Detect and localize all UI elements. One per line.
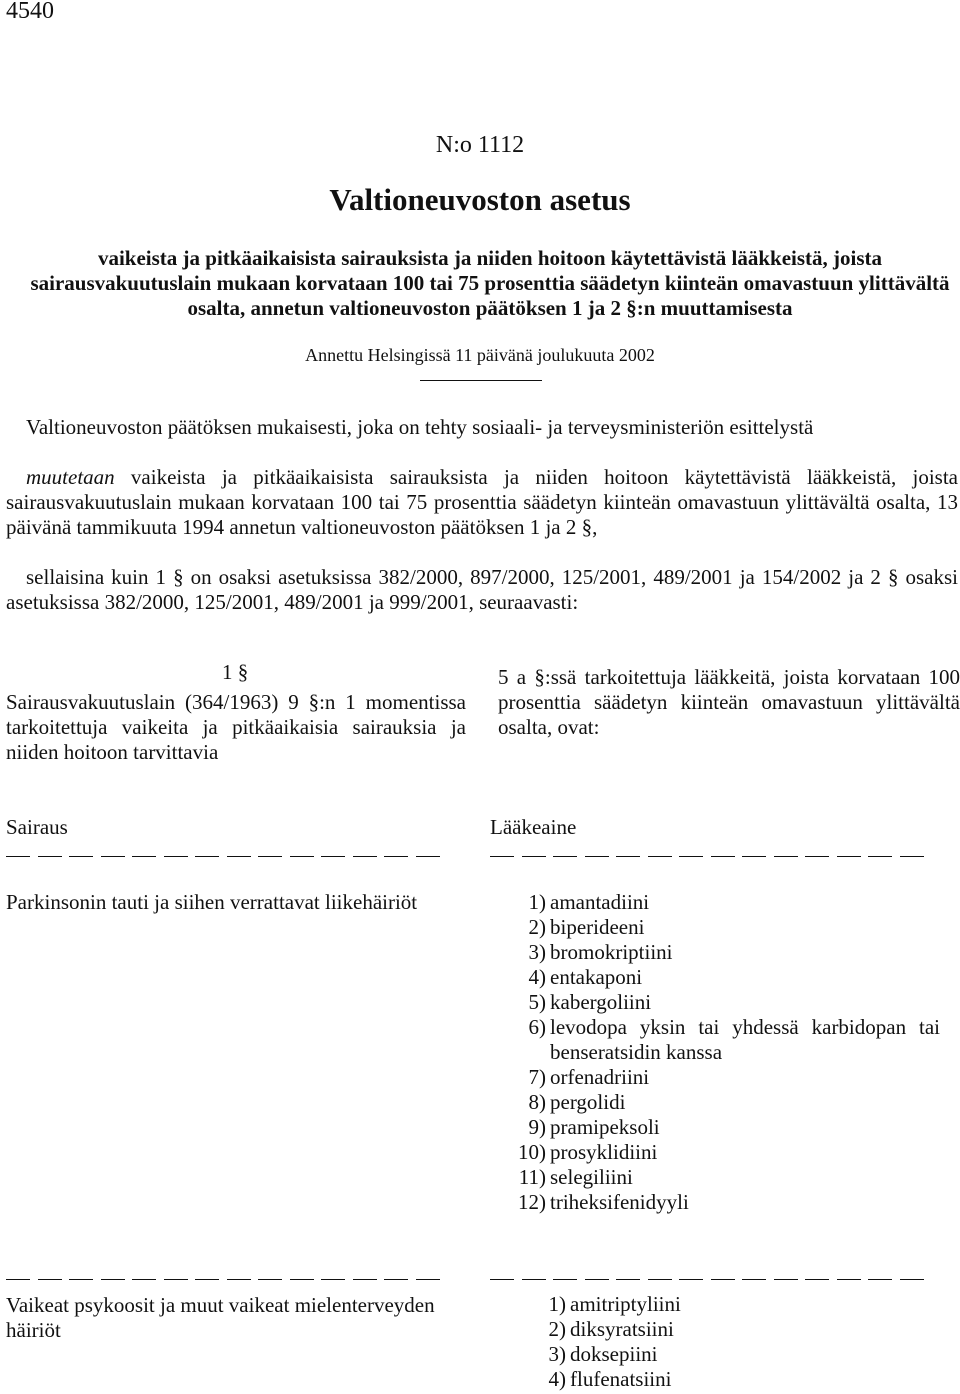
list-item [510, 1140, 940, 1165]
item-number: 5) [528, 990, 546, 1014]
dash-rule [6, 856, 447, 858]
drug-name: prosyklidiini [550, 1140, 658, 1164]
drug-name: biperideeni [550, 915, 645, 939]
item-number: 1) [528, 890, 546, 914]
dash-rule [490, 1279, 931, 1281]
item-number: 11) [518, 1165, 546, 1189]
section-body-left: Sairausvakuutuslain (364/1963) 9 §:n 1 momentissa tarkoitettuja vaikeita ja pitkäaikaisia sairauksia ja niiden hoitoon tarvittavia [6, 690, 466, 764]
document-title: Valtioneuvoston asetus [329, 182, 631, 217]
intro-paragraph-2 [6, 465, 958, 540]
list-item [530, 1292, 940, 1317]
drug-name: selegiliini [550, 1165, 633, 1189]
list-item [510, 1065, 940, 1090]
statute-number: N:o 1112 [435, 132, 525, 158]
item-number: 12) [518, 1190, 546, 1214]
document-subtitle: vaikeista ja pitkäaikaisista sairauksista ja niiden hoitoon käytettävistä lääkkeistä, joista sairausvakuutuslain mukaan korvataan 100 tai 75 prosenttia säädetyn kiinteän omavastuun ylittävältä osalta, annetun valtioneuvoston päätöksen 1 ja 2 §:n muuttamisesta [30, 246, 950, 320]
intro-paragraph-1 [6, 415, 958, 440]
list-item [510, 1090, 940, 1115]
drug-name: pergolidi [550, 1090, 626, 1114]
drug-list [510, 890, 940, 1215]
drug-name: bromokriptiini [550, 940, 673, 964]
list-item [510, 1165, 940, 1190]
separator-rule [420, 380, 542, 381]
section-body-right: 5 a §:ssä tarkoitettuja lääkkeitä, joista korvataan 100 prosenttia säädetyn kiinteän omavastuun ylittävältä osalta, ovat: [498, 665, 960, 739]
drug-name: amitriptyliini [570, 1292, 681, 1316]
list-item [510, 915, 940, 940]
dash-rule [6, 1279, 447, 1281]
list-item [510, 990, 940, 1015]
item-number: 7) [528, 1065, 546, 1089]
list-item [510, 1115, 940, 1140]
disease-name: Parkinsonin tauti ja siihen verrattavat liikehäiriöt [6, 890, 418, 914]
item-number: 4) [528, 965, 546, 989]
drug-name: kabergoliini [550, 990, 652, 1014]
drug-name: pramipeksoli [550, 1115, 660, 1139]
item-number: 9) [528, 1115, 546, 1139]
list-item [510, 940, 940, 965]
list-item [530, 1367, 940, 1392]
column-header-drug: Lääkeaine [490, 815, 577, 839]
given-date-line: Annettu Helsingissä 11 päivänä joulukuuta 2002 [305, 345, 655, 365]
item-number: 3) [528, 940, 546, 964]
amend-verb: muutetaan [26, 465, 115, 489]
item-number: 1) [548, 1292, 566, 1316]
drug-name: flufenatsiini [570, 1367, 672, 1391]
list-item [510, 965, 940, 990]
intro-paragraph-3 [6, 565, 958, 615]
column-header-disease: Sairaus [6, 815, 68, 839]
list-item [530, 1317, 940, 1342]
drug-name: levodopa yksin tai yhdessä karbidopan tai benseratsidin kanssa [550, 1015, 940, 1064]
drug-name: doksepiini [570, 1342, 658, 1366]
drug-name: entakaponi [550, 965, 643, 989]
list-item [510, 1190, 940, 1215]
intro-text-2: vaikeista ja pitkäaikaisista sairauksista ja niiden hoitoon käytettävistä lääkkeistä, joista sairausvakuutuslain mukaan korvataan 100 tai 75 prosenttia säädetyn kiinteän omavastuun ylittävältä osalta, 13 päivänä tammikuuta 1994 annetun valtioneuvoston päätöksen 1 ja 2 §, [6, 465, 958, 539]
item-number: 2) [528, 915, 546, 939]
intro-text-1: Valtioneuvoston päätöksen mukaisesti, joka on tehty sosiaali- ja terveysministeriön esittelystä [26, 415, 814, 439]
intro-text-3: sellaisina kuin 1 § on osaksi asetuksissa 382/2000, 897/2000, 125/2001, 489/2001 ja 154/2002 ja 2 § osaksi asetuksissa 382/2000, 125/2001, 489/2001 ja 999/2001, seuraavasti: [6, 565, 958, 614]
disease-name: Vaikeat psykoosit ja muut vaikeat mielenterveyden häiriöt [6, 1293, 435, 1342]
item-number: 3) [548, 1342, 566, 1366]
item-number: 8) [528, 1090, 546, 1114]
section-heading: 1 § [222, 660, 249, 684]
list-item [530, 1342, 940, 1367]
drug-name: triheksifenidyyli [550, 1190, 689, 1214]
list-item [510, 1015, 940, 1065]
drug-name: amantadiini [550, 890, 650, 914]
drug-list [530, 1292, 940, 1392]
list-item [510, 890, 940, 915]
drug-name: orfenadriini [550, 1065, 650, 1089]
page-number: 4540 [6, 0, 54, 24]
item-number: 6) [528, 1015, 546, 1039]
item-number: 4) [548, 1367, 566, 1391]
item-number: 10) [518, 1140, 546, 1164]
drug-name: diksyratsiini [570, 1317, 674, 1341]
dash-rule [490, 856, 931, 858]
item-number: 2) [548, 1317, 566, 1341]
